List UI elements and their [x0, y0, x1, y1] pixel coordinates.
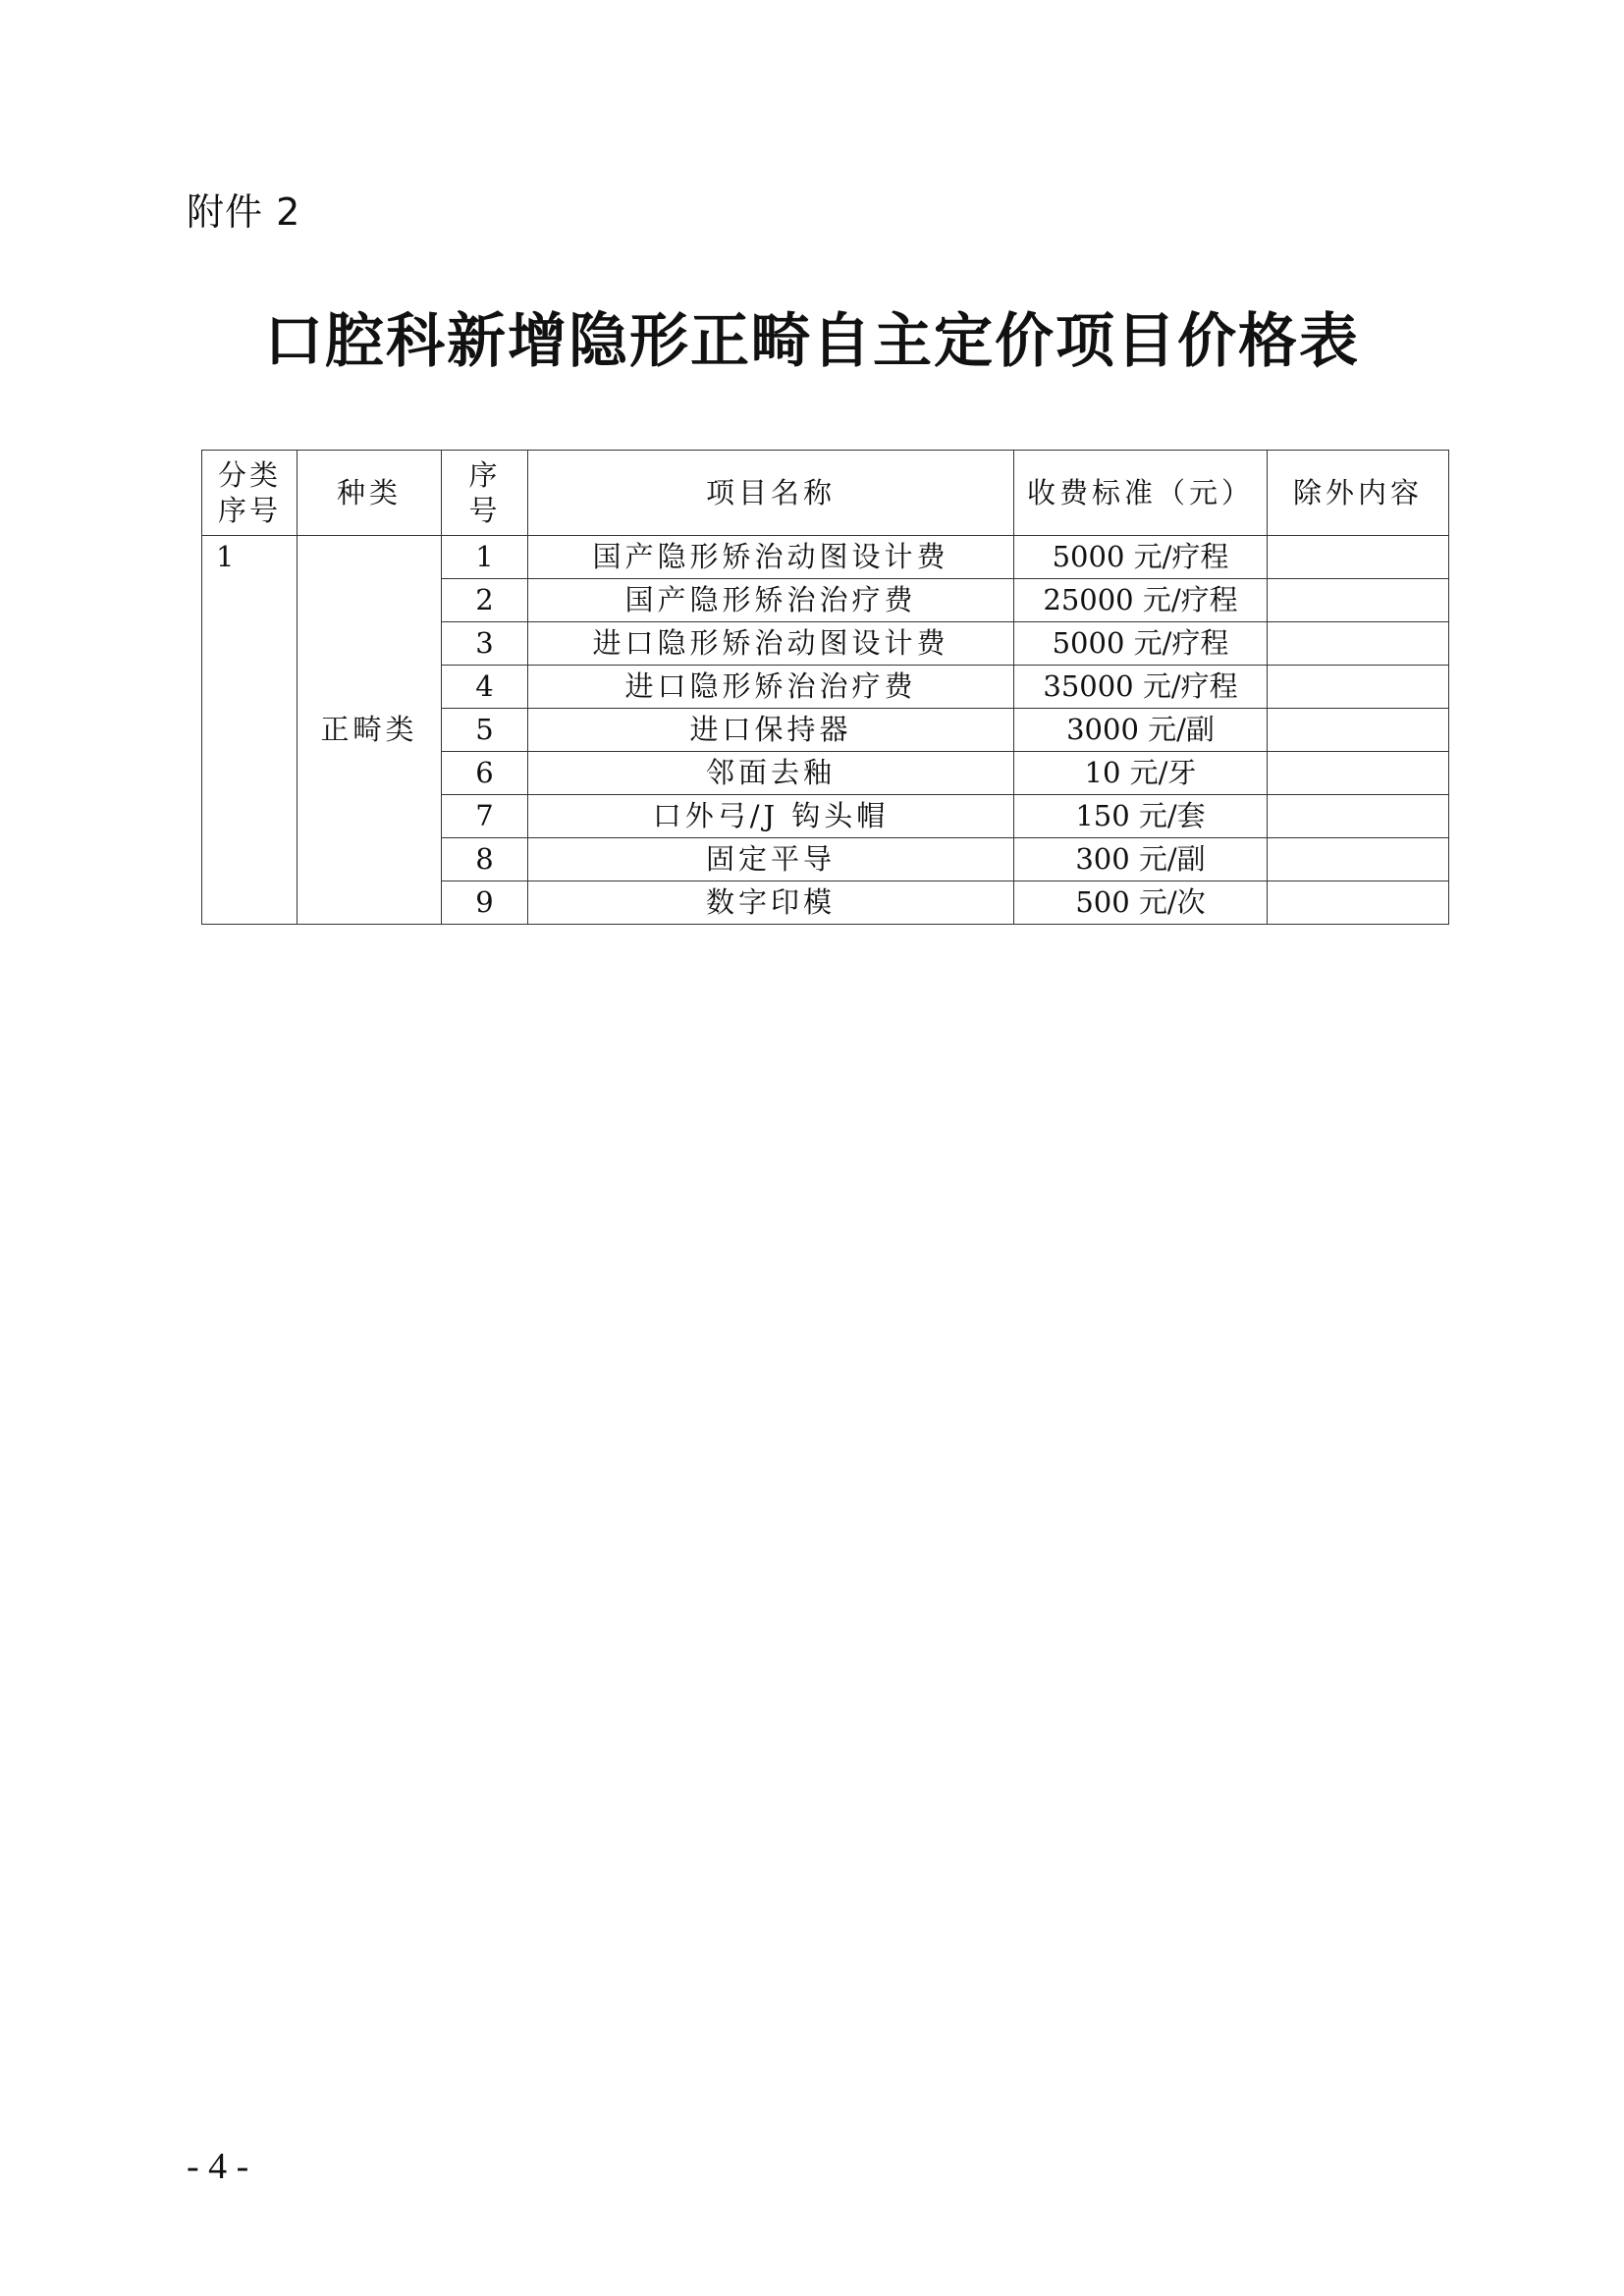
header-seq-line2: 号	[468, 494, 501, 527]
exclusion-cell	[1268, 881, 1449, 925]
header-category-no	[202, 451, 298, 536]
item-name-cell: 国产隐形矫治动图设计费	[528, 536, 1014, 579]
seq-cell: 5	[442, 709, 528, 752]
exclusion-cell	[1268, 795, 1449, 838]
exclusion-cell	[1268, 838, 1449, 881]
document-title: 口腔科新增隐形正畸自主定价项目价格表	[264, 307, 1360, 376]
price-cell: 3000 元/副	[1014, 709, 1268, 752]
item-name-cell: 进口隐形矫治动图设计费	[528, 622, 1014, 666]
seq-cell: 8	[442, 838, 528, 881]
price-cell: 25000 元/疗程	[1014, 579, 1268, 622]
header-category-no-line1: 分类	[217, 457, 281, 492]
seq-cell: 4	[442, 666, 528, 709]
table-header	[202, 451, 1449, 536]
seq-cell: 9	[442, 881, 528, 925]
exclusion-cell	[1268, 752, 1449, 795]
seq-cell: 1	[442, 536, 528, 579]
price-cell: 300 元/副	[1014, 838, 1268, 881]
seq-cell: 6	[442, 752, 528, 795]
price-cell: 150 元/套	[1014, 795, 1268, 838]
exclusion-cell	[1268, 622, 1449, 666]
price-cell: 500 元/次	[1014, 881, 1268, 925]
header-seq	[442, 451, 528, 536]
seq-cell: 3	[442, 622, 528, 666]
header-exclusions: 除外内容	[1268, 451, 1449, 536]
item-name-cell: 邻面去釉	[528, 752, 1014, 795]
item-name-cell: 数字印模	[528, 881, 1014, 925]
price-cell: 5000 元/疗程	[1014, 622, 1268, 666]
header-row	[202, 451, 1449, 536]
price-cell: 5000 元/疗程	[1014, 536, 1268, 579]
price-table	[201, 450, 1449, 925]
seq-cell: 2	[442, 579, 528, 622]
exclusion-cell	[1268, 579, 1449, 622]
item-name-cell: 固定平导	[528, 838, 1014, 881]
header-fee-standard: 收费标准（元）	[1014, 451, 1268, 536]
header-item-name: 项目名称	[528, 451, 1014, 536]
category-no-cell: 1	[202, 536, 298, 925]
item-name-cell: 进口保持器	[528, 709, 1014, 752]
price-cell: 35000 元/疗程	[1014, 666, 1268, 709]
exclusion-cell	[1268, 666, 1449, 709]
table-row	[202, 536, 1449, 579]
page-number: - 4 -	[187, 2146, 249, 2187]
item-name-cell: 国产隐形矫治治疗费	[528, 579, 1014, 622]
kind-cell: 正畸类	[298, 536, 442, 925]
table-body	[202, 536, 1449, 925]
header-category-no-line2: 序号	[217, 494, 281, 527]
exclusion-cell	[1268, 536, 1449, 579]
exclusion-cell	[1268, 709, 1449, 752]
price-cell: 10 元/牙	[1014, 752, 1268, 795]
header-kind: 种类	[298, 451, 442, 536]
seq-cell: 7	[442, 795, 528, 838]
item-name-cell: 口外弓/J 钩头帽	[528, 795, 1014, 838]
item-name-cell: 进口隐形矫治治疗费	[528, 666, 1014, 709]
attachment-label: 附件 2	[187, 190, 301, 234]
header-seq-line1: 序	[468, 457, 501, 492]
